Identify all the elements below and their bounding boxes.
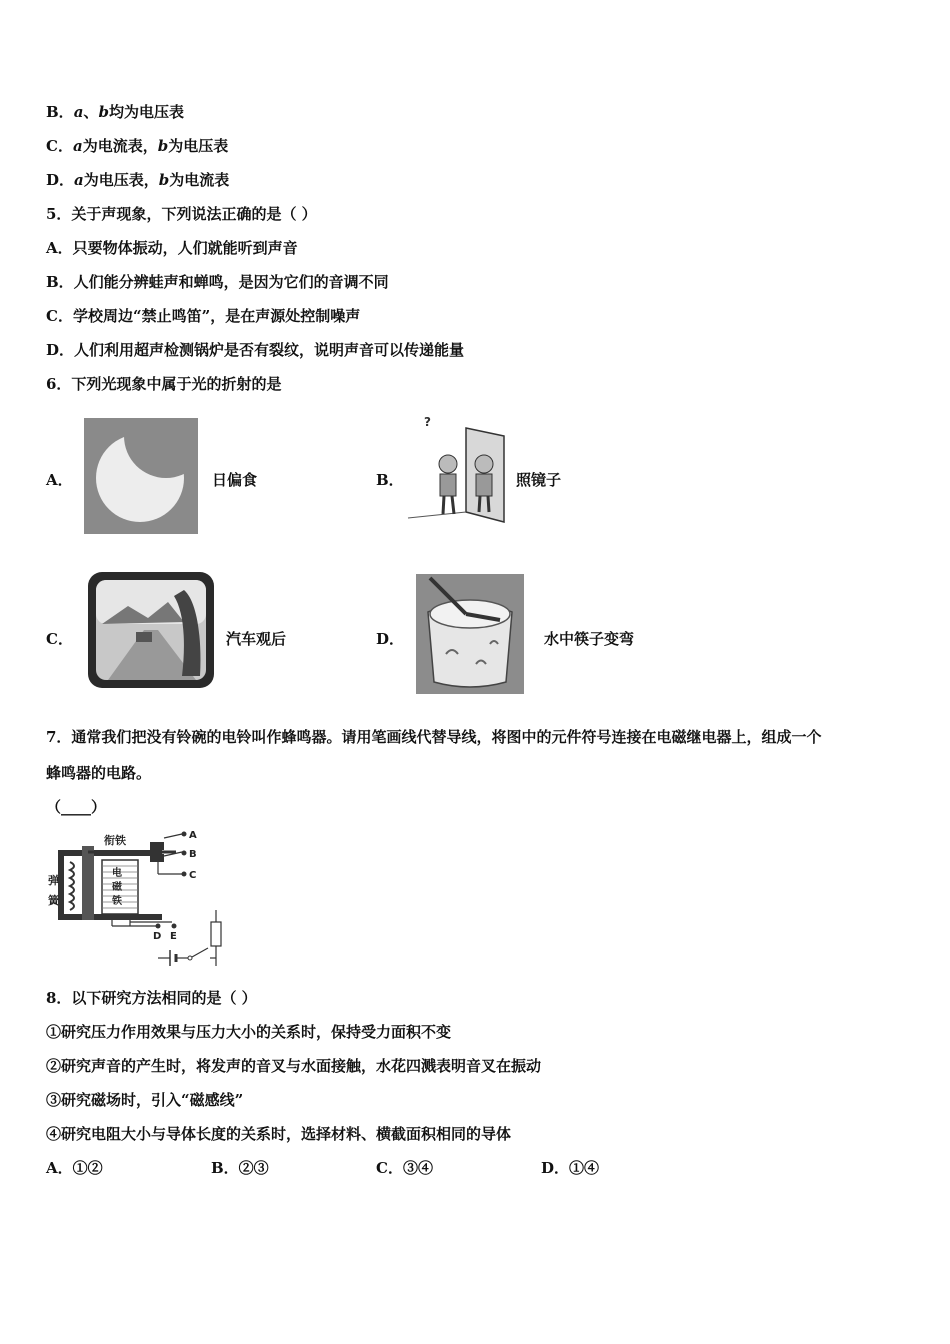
q6-option-c-letter: C． [46,630,73,648]
q5-option-b: B．人们能分辨蛙声和蝉鸣，是因为它们的音调不同 [46,273,389,291]
q6-option-d-caption: 水中筷子变弯 [544,630,635,648]
q8-stem: 8．以下研究方法相同的是（ ） [46,989,257,1007]
q4-option-b: B．a、b均为电压表 [46,103,184,121]
buzzer-icon [211,922,221,946]
q8-item-3: ③研究磁场时，引入“磁感线” [46,1091,244,1109]
relay-base-bar [58,914,162,920]
q5-stem: 5．关于声现象，下列说法正确的是（ ） [46,205,317,223]
armature-post [82,846,94,920]
terminal-e: E [170,931,177,942]
q6-option-a-caption: 日偏食 [212,471,258,489]
q6-option-b-letter: B． [376,471,404,489]
terminal-d: D [153,931,162,942]
rearview-mirror-icon [88,572,214,688]
spring-label-1: 弹 [48,874,59,887]
q8-item-2: ②研究声音的产生时，将发声的音叉与水面接触，水花四溅表明音叉在振动 [46,1057,542,1075]
q8-choice-c: C．③④ [376,1159,433,1177]
bent-chopstick-icon [416,574,524,694]
q5-option-c: C．学校周边“禁止鸣笛”，是在声源处控制噪声 [46,307,361,325]
relay-diagram [46,826,236,972]
q8-item-4: ④研究电阻大小与导体长度的关系时，选择材料、横截面积相同的导体 [46,1125,512,1143]
magnet-label-2: 磁 [112,882,122,893]
magnet-label-3: 铁 [112,896,122,907]
spring-icon [70,862,74,910]
q8-choice-d: D．①④ [541,1159,600,1177]
q6-option-c-caption: 汽车观后 [226,630,287,648]
q7-answer-blank: （____） [46,798,107,816]
q8-choice-a: A．①② [46,1159,103,1177]
q5-option-a: A．只要物体振动，人们就能听到声音 [46,239,298,257]
spring-label-2: 簧 [48,894,59,907]
terminal-a: A [189,830,197,841]
svg-text:?: ? [424,415,431,429]
q4-option-c: C．a为电流表，b为电压表 [46,137,229,155]
q8-choice-b: B．②③ [211,1159,269,1177]
q5-option-d: D．人们利用超声检测锅炉是否有裂纹，说明声音可以传递能量 [46,341,465,359]
switch-icon [188,956,192,960]
q7-stem-line2: 蜂鸣器的电路。 [46,764,152,782]
q6-option-d-letter: D． [376,630,405,648]
terminal-b: B [189,849,197,860]
mirror-cartoon-icon [404,414,510,526]
terminal-c: C [189,870,197,881]
solar-eclipse-icon [84,418,198,534]
q6-option-b-caption: 照镜子 [516,471,562,489]
q6-stem: 6．下列光现象中属于光的折射的是 [46,375,282,393]
q8-item-1: ①研究压力作用效果与压力大小的关系时，保持受力面积不变 [46,1023,452,1041]
q7-stem-line1: 7．通常我们把没有铃碗的电铃叫作蜂鸣器。请用笔画线代替导线，将图中的元件符号连接在电磁继电器上，组成一个 [46,728,822,746]
q6-option-a-letter: A． [46,471,73,489]
q4-option-d: D．a为电压表，b为电流表 [46,171,230,189]
magnet-label-1: 电 [112,868,122,879]
armature-label: 衔铁 [104,834,126,847]
